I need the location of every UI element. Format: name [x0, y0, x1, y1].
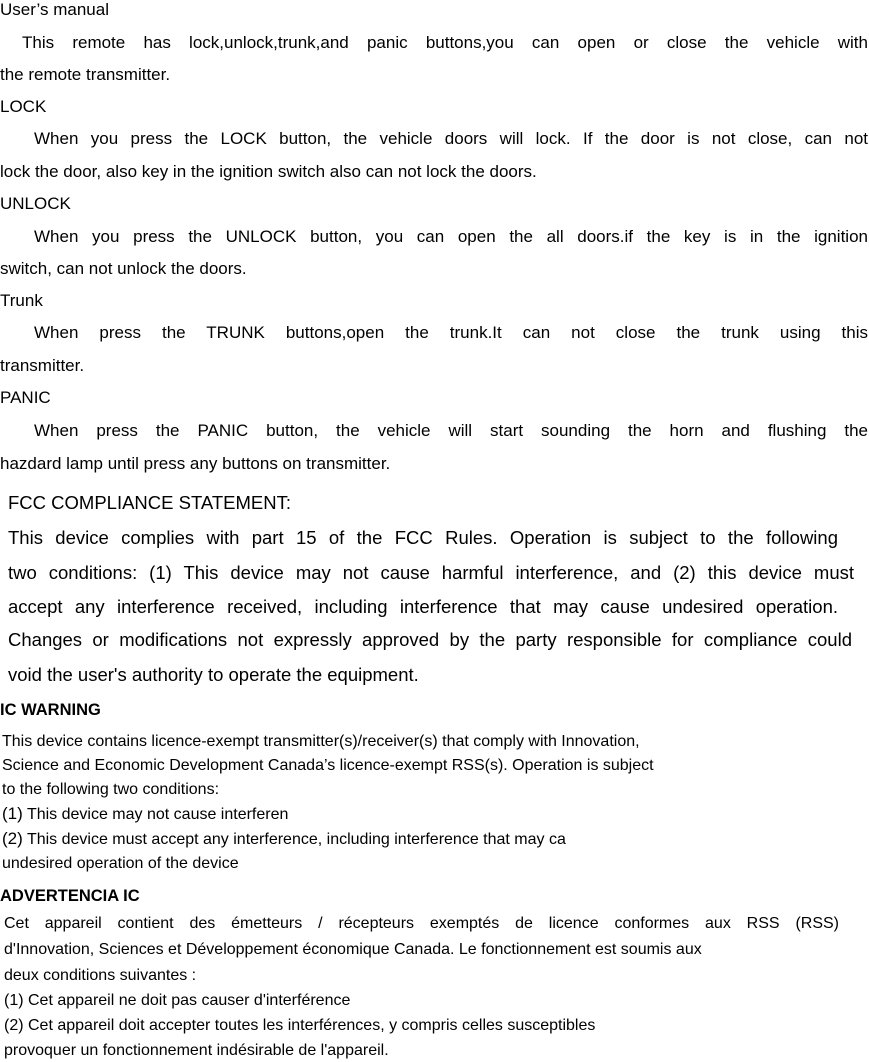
- trunk-line-1: When press the TRUNK buttons,open the trunk.It can not close the trunk using this: [34, 323, 868, 342]
- advertencia-line-1: Cet appareil contient des émetteurs / récepteurs exemptés de licence conformes aux RSS (RSS): [4, 915, 839, 932]
- ic-condition-2: [2, 829, 566, 850]
- advertencia-line-3: deux conditions suivantes :: [4, 967, 197, 984]
- fcc-line-1: This device complies with part 15 of the FCC Rules. Operation is subject to the following: [8, 527, 838, 548]
- lock-line-2: lock the door, also key in the ignition switch also can not lock the doors.: [0, 162, 537, 181]
- fcc-line-2: two conditions: (1) This device may not cause harmful interference, and (2) this device must: [8, 562, 854, 583]
- ic-condition-1-text: This device may not cause interferen: [26, 806, 289, 823]
- panic-line-2: hazdard lamp until press any buttons on transmitter.: [0, 454, 391, 473]
- fcc-line-3: accept any interference received, including interference that may cause undesired operation.: [8, 596, 838, 617]
- ic-condition-1: [2, 804, 288, 825]
- advertencia-line-6: provoquer un fonctionnement indésirable de l'appareil.: [4, 1042, 389, 1059]
- ic-line-6: undesired operation of the device: [2, 855, 239, 872]
- unlock-line-2: switch, can not unlock the doors.: [0, 259, 247, 278]
- ic-line-3: to the following two conditions:: [2, 781, 220, 798]
- ic-condition-2-number: (2): [2, 829, 23, 848]
- fcc-heading: FCC COMPLIANCE STATEMENT:: [8, 492, 292, 513]
- manual-title: User’s manual: [0, 0, 109, 19]
- fcc-line-5: void the user's authority to operate the equipment.: [8, 664, 419, 685]
- ic-line-2: Science and Economic Development Canada’s licence-exempt RSS(s). Operation is subject: [2, 757, 654, 774]
- ic-condition-1-number: (1): [2, 804, 23, 823]
- lock-heading: LOCK: [0, 97, 47, 116]
- panic-line-1: When press the PANIC button, the vehicle will start sounding the horn and flushing the: [34, 421, 868, 440]
- lock-line-1: When you press the LOCK button, the vehicle doors will lock. If the door is not close, can not: [34, 129, 868, 148]
- panic-heading: PANIC: [0, 388, 51, 407]
- advertencia-line-2: d'Innovation, Sciences et Développement économique Canada. Le fonctionnement est soumis aux: [4, 941, 702, 958]
- ic-heading: IC WARNING: [0, 701, 101, 719]
- ic-condition-2-text: This device must accept any interference, including interference that may ca: [26, 831, 566, 848]
- intro-line-2: the remote transmitter.: [0, 65, 171, 84]
- unlock-heading: UNLOCK: [0, 194, 71, 213]
- advertencia-line-5: (2) Cet appareil doit accepter toutes les interférences, y compris celles susceptibles: [4, 1017, 596, 1034]
- fcc-line-4: Changes or modifications not expressly approved by the party responsible for compliance could: [8, 629, 852, 650]
- unlock-line-1: When you press the UNLOCK button, you can open the all doors.if the key is in the ignition: [34, 227, 868, 246]
- trunk-heading: Trunk: [0, 291, 43, 310]
- trunk-line-2: transmitter.: [0, 356, 85, 375]
- ic-line-1: This device contains licence-exempt transmitter(s)/receiver(s) that comply with Innovation,: [2, 733, 640, 750]
- intro-line-1: This remote has lock,unlock,trunk,and panic buttons,you can open or close the vehicle with: [22, 33, 868, 52]
- advertencia-heading: ADVERTENCIA IC: [0, 887, 140, 905]
- advertencia-line-4: (1) Cet appareil ne doit pas causer d'interférence: [4, 992, 351, 1009]
